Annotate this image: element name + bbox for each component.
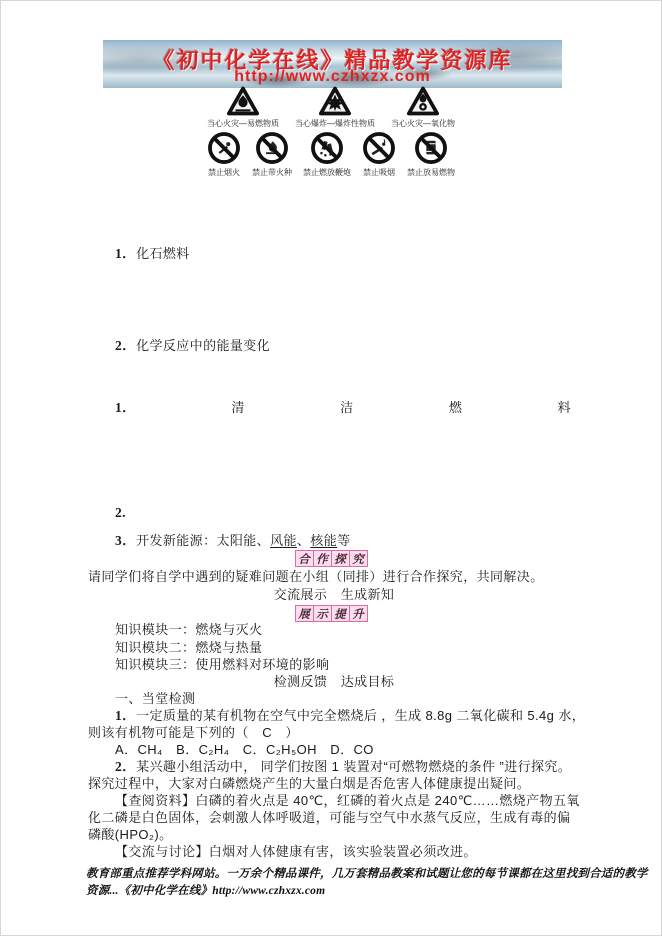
- new-energy-wind-underlined: 风能: [270, 533, 297, 548]
- warning-sign-oxidizer: [391, 86, 455, 129]
- question-text: 某兴趣小组活动中， 同学们按图 1 装置对“可燃物燃烧的条件 ”进行探究。: [136, 759, 572, 774]
- discussion-line: 【交流与讨论】白烟对人体健康有害，该实验装置必须改进。: [115, 844, 477, 859]
- promote-badge-row: [0, 605, 662, 622]
- no-firecrackers-icon: [310, 131, 344, 165]
- knowledge-module-2: 知识模块二：燃烧与热量: [115, 640, 263, 655]
- prohibition-signs-row: [0, 131, 662, 178]
- badge-char: 升: [349, 606, 367, 621]
- item-number: 3．: [115, 533, 137, 548]
- warning-sign-flammable: [207, 86, 279, 129]
- item-number: 1．: [115, 400, 137, 415]
- warning-signs-row: [0, 86, 662, 129]
- question-text: 一定质量的某有机物在空气中完全燃烧后 ，生成 8.8g 二氧化碳和 5.4g 水，: [136, 708, 586, 723]
- outline-item-2: [88, 505, 607, 521]
- heading-energy-change: [88, 338, 607, 354]
- explosive-warning-icon: [318, 86, 352, 116]
- clean-fuel-char: 燃: [448, 400, 463, 415]
- question-1-line-1: [88, 708, 607, 724]
- question-2-line-1: [88, 759, 607, 775]
- reference-material-line-3: 磷酸(HPO₂)。: [88, 827, 173, 842]
- prohibition-sign-label: 禁止燃放鞭炮: [303, 168, 351, 177]
- promote-badge: [295, 605, 368, 622]
- knowledge-module-3: 知识模块三：使用燃料对环境的影响: [115, 657, 330, 672]
- prohibition-sign-label: 禁止吸烟: [363, 168, 395, 177]
- item-number: 1．: [115, 246, 137, 261]
- reference-material-line-2: 化二磷是白色固体，会刺激人体呼吸道，可能与空气中水蒸气反应，生成有毒的偏: [88, 810, 571, 825]
- cooperate-explore-badge: [295, 550, 368, 567]
- badge-char: 究: [349, 551, 367, 566]
- quiz-heading: 一、当堂检测: [115, 691, 196, 706]
- prohibition-sign-flammables: [407, 131, 455, 178]
- warning-sign-label: 当心爆炸—爆炸性物质: [295, 119, 375, 128]
- heading-text: 化学反应中的能量变化: [136, 338, 271, 353]
- question-1-line-2: 则该有机物可能是下列的（ C ）: [88, 725, 299, 740]
- badge-char: 探: [331, 551, 349, 566]
- footer-promo-line-2: 资源...《初中化学在线》http://www.czhxzx.com: [86, 885, 326, 897]
- prohibition-sign-smoking: [362, 131, 396, 178]
- prohibition-sign-label: 禁止带火种: [252, 168, 292, 177]
- no-flammables-icon: [414, 131, 448, 165]
- exchange-heading: 交流展示 生成新知: [273, 587, 395, 602]
- heading-new-energy: [88, 533, 607, 549]
- banner-url-link[interactable]: http://www.czhxzx.com: [234, 68, 431, 85]
- no-open-flame-icon: [207, 131, 241, 165]
- reference-material-line-1: 【查阅资料】白磷的着火点是 40℃，红磷的着火点是 240℃……燃烧产物五氧: [115, 793, 580, 808]
- question-number: 2．: [115, 759, 137, 774]
- cooperate-explore-badge-row: [0, 550, 662, 567]
- question-2-line-2: 探究过程中，大家对白磷燃烧产生的大量白烟是否危害人体健康提出疑问。: [88, 776, 531, 791]
- cooperate-note: 请同学们将自学中遇到的疑难问题在小组（同排）进行合作探究，共同解决。: [88, 569, 544, 584]
- prohibition-sign-open-flame: [207, 131, 241, 178]
- prohibition-sign-label: 禁止放易燃物: [407, 168, 455, 177]
- heading-fossil-fuel: [88, 246, 607, 262]
- knowledge-module-1: 知识模块一：燃烧与灭火: [115, 622, 263, 637]
- badge-char: 展: [298, 608, 310, 621]
- flammable-warning-icon: [226, 86, 260, 116]
- badge-char: 合: [298, 553, 310, 566]
- clean-fuel-char: 洁: [340, 400, 354, 415]
- question-number: 1．: [115, 708, 137, 723]
- footer-promo-line-1: 教育部重点推荐学科网站。一万余个精品课件，几万套精品教案和试题让您的每节课都在这里找到合适的教学: [86, 868, 648, 880]
- warning-sign-explosive: [295, 86, 375, 129]
- warning-sign-label: 当心火灾—易燃物质: [207, 119, 279, 128]
- question-1-options: A．CH₄ B．C₂H₄ C．C₂H₅OH D．CO: [115, 742, 374, 757]
- heading-text: 化石燃料: [136, 246, 190, 261]
- badge-char: 作: [313, 551, 331, 566]
- item-number: 2．: [115, 338, 137, 353]
- oxidizer-warning-icon: [406, 86, 440, 116]
- site-banner: [103, 40, 562, 88]
- item-number: 2.: [115, 505, 126, 520]
- heading-clean-fuel: [88, 400, 607, 416]
- clean-fuel-char: 清: [231, 400, 245, 415]
- warning-sign-label: 当心火灾—氧化物: [391, 119, 455, 128]
- no-smoking-icon: [362, 131, 396, 165]
- prohibition-sign-fire-source: [252, 131, 292, 178]
- new-energy-separator: 、: [296, 533, 311, 548]
- prohibition-sign-firecrackers: [303, 131, 351, 178]
- clean-fuel-distributed-line: [115, 400, 571, 416]
- banner-title: 《初中化学在线》精品教学资源库: [152, 48, 513, 73]
- new-energy-nuclear-underlined: 核能: [310, 533, 338, 548]
- new-energy-suffix: 等: [337, 533, 351, 548]
- clean-fuel-char: 料: [557, 400, 571, 415]
- no-fire-source-icon: [255, 131, 289, 165]
- check-feedback-heading: 检测反馈 达成目标: [273, 674, 395, 689]
- badge-char: 示: [313, 606, 331, 621]
- prohibition-sign-label: 禁止烟火: [208, 168, 240, 177]
- badge-char: 提: [331, 606, 349, 621]
- new-energy-prefix: 开发新能源：太阳能、: [136, 533, 271, 548]
